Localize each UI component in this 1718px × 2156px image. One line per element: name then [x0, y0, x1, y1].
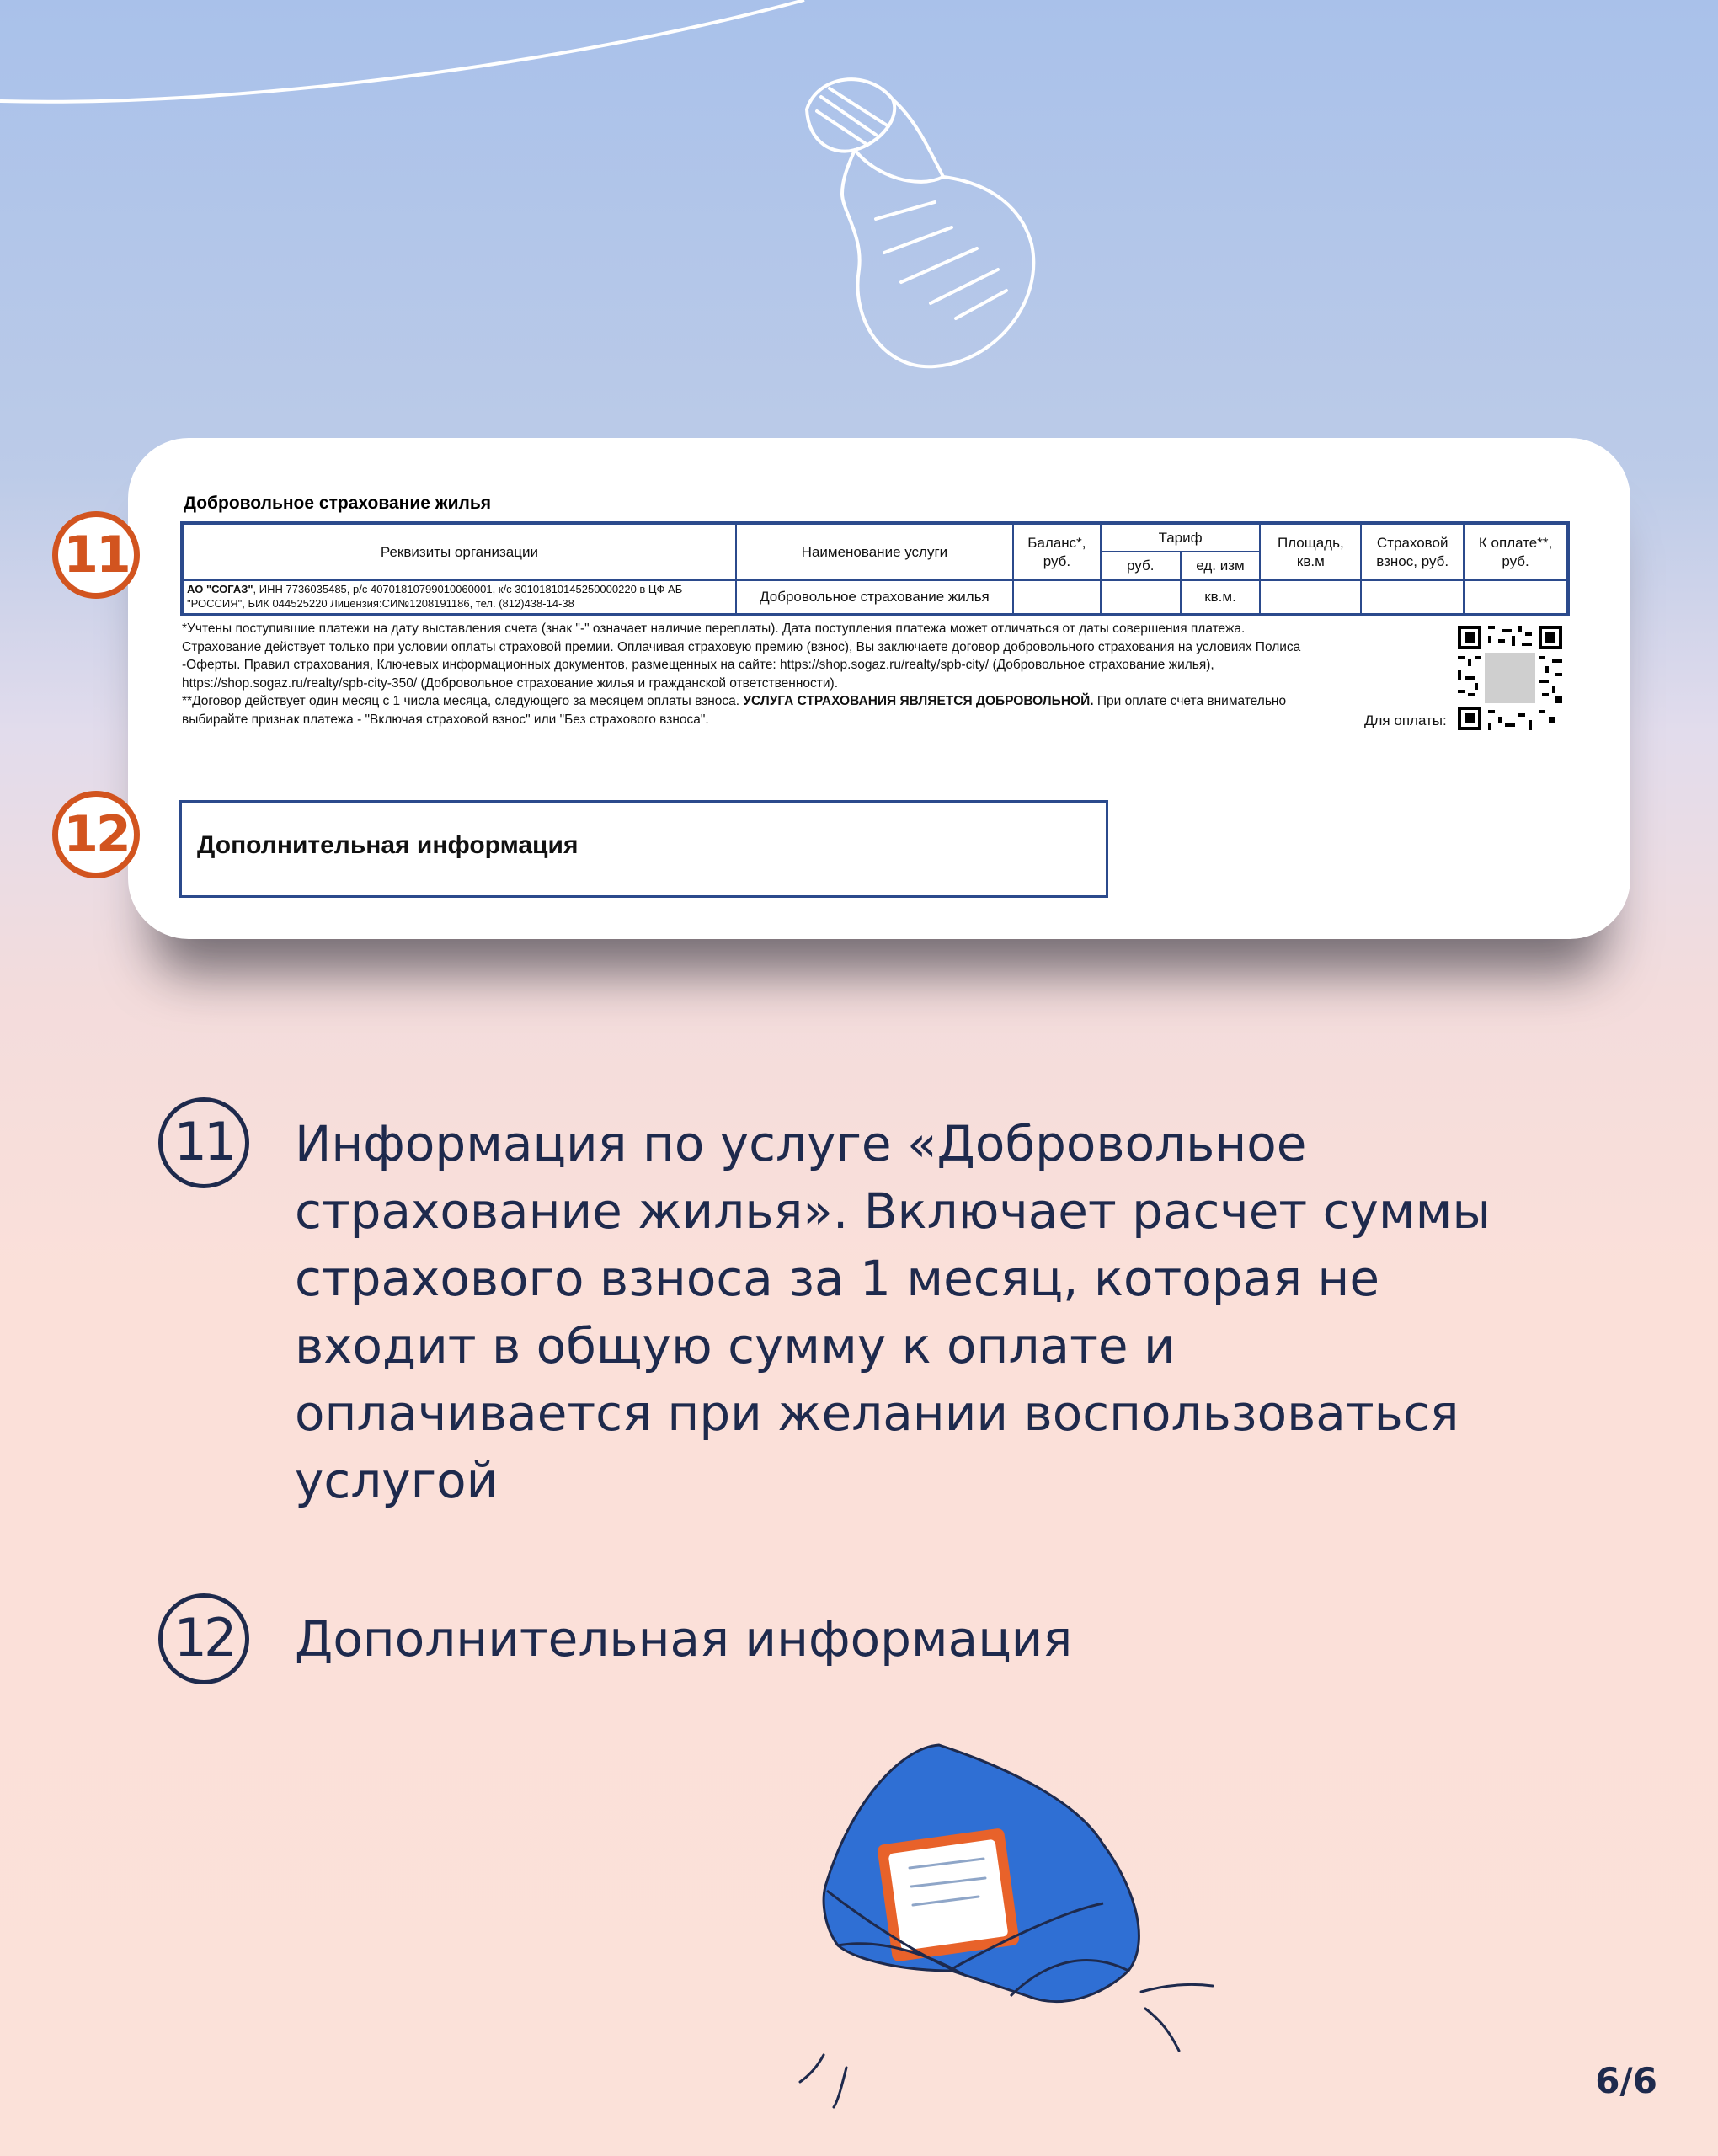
- org-name: АО "СОГАЗ": [187, 583, 253, 595]
- light-bulb-icon: [775, 51, 1112, 379]
- header-premium: Страховой взнос, руб.: [1361, 523, 1464, 580]
- additional-info-label: Дополнительная информация: [197, 831, 579, 859]
- footnote-line: Страхование действует только при условии оплаты страховой премии. Оплачивая страховую премию (взнос), Вы заключаете договор добровольного страхования на условиях Полиса: [182, 639, 1301, 654]
- header-org: Реквизиты организации: [182, 523, 736, 580]
- org-details: , ИНН 7736035485, р/с 40701810799010060001, к/с 30101810145250000220 в ЦФ АБ "РОССИЯ", БИК 044525220 Лицензия:СИ№1208191186, тел. (812)438-14-38: [187, 583, 683, 610]
- additional-info-box: [179, 800, 1108, 898]
- decorative-arc: [0, 0, 842, 118]
- item-number-12: 12: [158, 1593, 249, 1684]
- badge-12: 12: [52, 791, 140, 878]
- balance-cell: [1013, 580, 1101, 615]
- premium-cell: [1361, 580, 1464, 615]
- footnotes: [182, 620, 1361, 728]
- qr-code-icon: [1458, 626, 1562, 730]
- header-tariff-unit: ед. изм: [1181, 552, 1261, 580]
- insurance-table: [180, 521, 1570, 616]
- footnote-line: [182, 692, 1361, 711]
- envelope-icon: [758, 1718, 1263, 2114]
- org-details-cell: [182, 580, 736, 615]
- item-11-description: Информация по услуге «Добровольное страхование жилья». Включает расчет суммы страхового взноса за 1 месяц, которая не входит в общую сумму к оплате и оплачивается при желании воспользоваться услугой: [295, 1115, 1491, 1509]
- header-tariff: Тариф: [1101, 523, 1261, 552]
- footnote-bold: УСЛУГА СТРАХОВАНИЯ ЯВЛЯЕТСЯ ДОБРОВОЛЬНОЙ.: [743, 694, 1094, 708]
- footnote-tail: При оплате счета внимательно: [1096, 694, 1287, 708]
- service-cell: Добровольное страхование жилья: [736, 580, 1013, 615]
- to-pay-cell: [1464, 580, 1568, 615]
- footnote-text: **Договор действует один месяц с 1 числа месяца, следующего за месяцем оплаты взноса.: [182, 694, 740, 708]
- item-number-11: 11: [158, 1097, 249, 1188]
- footnote-line: выбирайте признак платежа - "Включая страховой взнос" или "Без страхового взноса".: [182, 712, 709, 727]
- pay-label: Для оплаты:: [1364, 712, 1447, 728]
- insurance-section-title: Добровольное страхование жилья: [184, 494, 492, 513]
- header-tariff-rub: руб.: [1101, 552, 1181, 580]
- area-cell: [1260, 580, 1361, 615]
- tariff-rub-cell: [1101, 580, 1181, 615]
- tariff-unit-cell: кв.м.: [1181, 580, 1261, 615]
- footnote-line: -Оферты. Правил страхования, Ключевых информационных документов, размещенных на сайте: https://shop.sogaz.ru/realty/spb-city/ (Добровольное страхование жилья),: [182, 658, 1214, 672]
- item-12-description: Дополнительная информация: [295, 1610, 1073, 1668]
- header-service: Наименование услуги: [736, 523, 1013, 580]
- header-balance: Баланс*, руб.: [1013, 523, 1101, 580]
- badge-11: 11: [52, 511, 140, 599]
- header-area: Площадь, кв.м: [1260, 523, 1361, 580]
- header-to-pay: К оплате**, руб.: [1464, 523, 1568, 580]
- footnote-line: https://shop.sogaz.ru/realty/spb-city-350/ (Добровольное страхование жилья и гражданской ответственности).: [182, 675, 838, 691]
- page-indicator: 6/6: [1595, 2060, 1657, 2101]
- footnote-line: *Учтены поступившие платежи на дату выставления счета (знак "-" означает наличие переплаты). Дата поступления платежа может отличаться от даты совершения платежа.: [182, 622, 1246, 636]
